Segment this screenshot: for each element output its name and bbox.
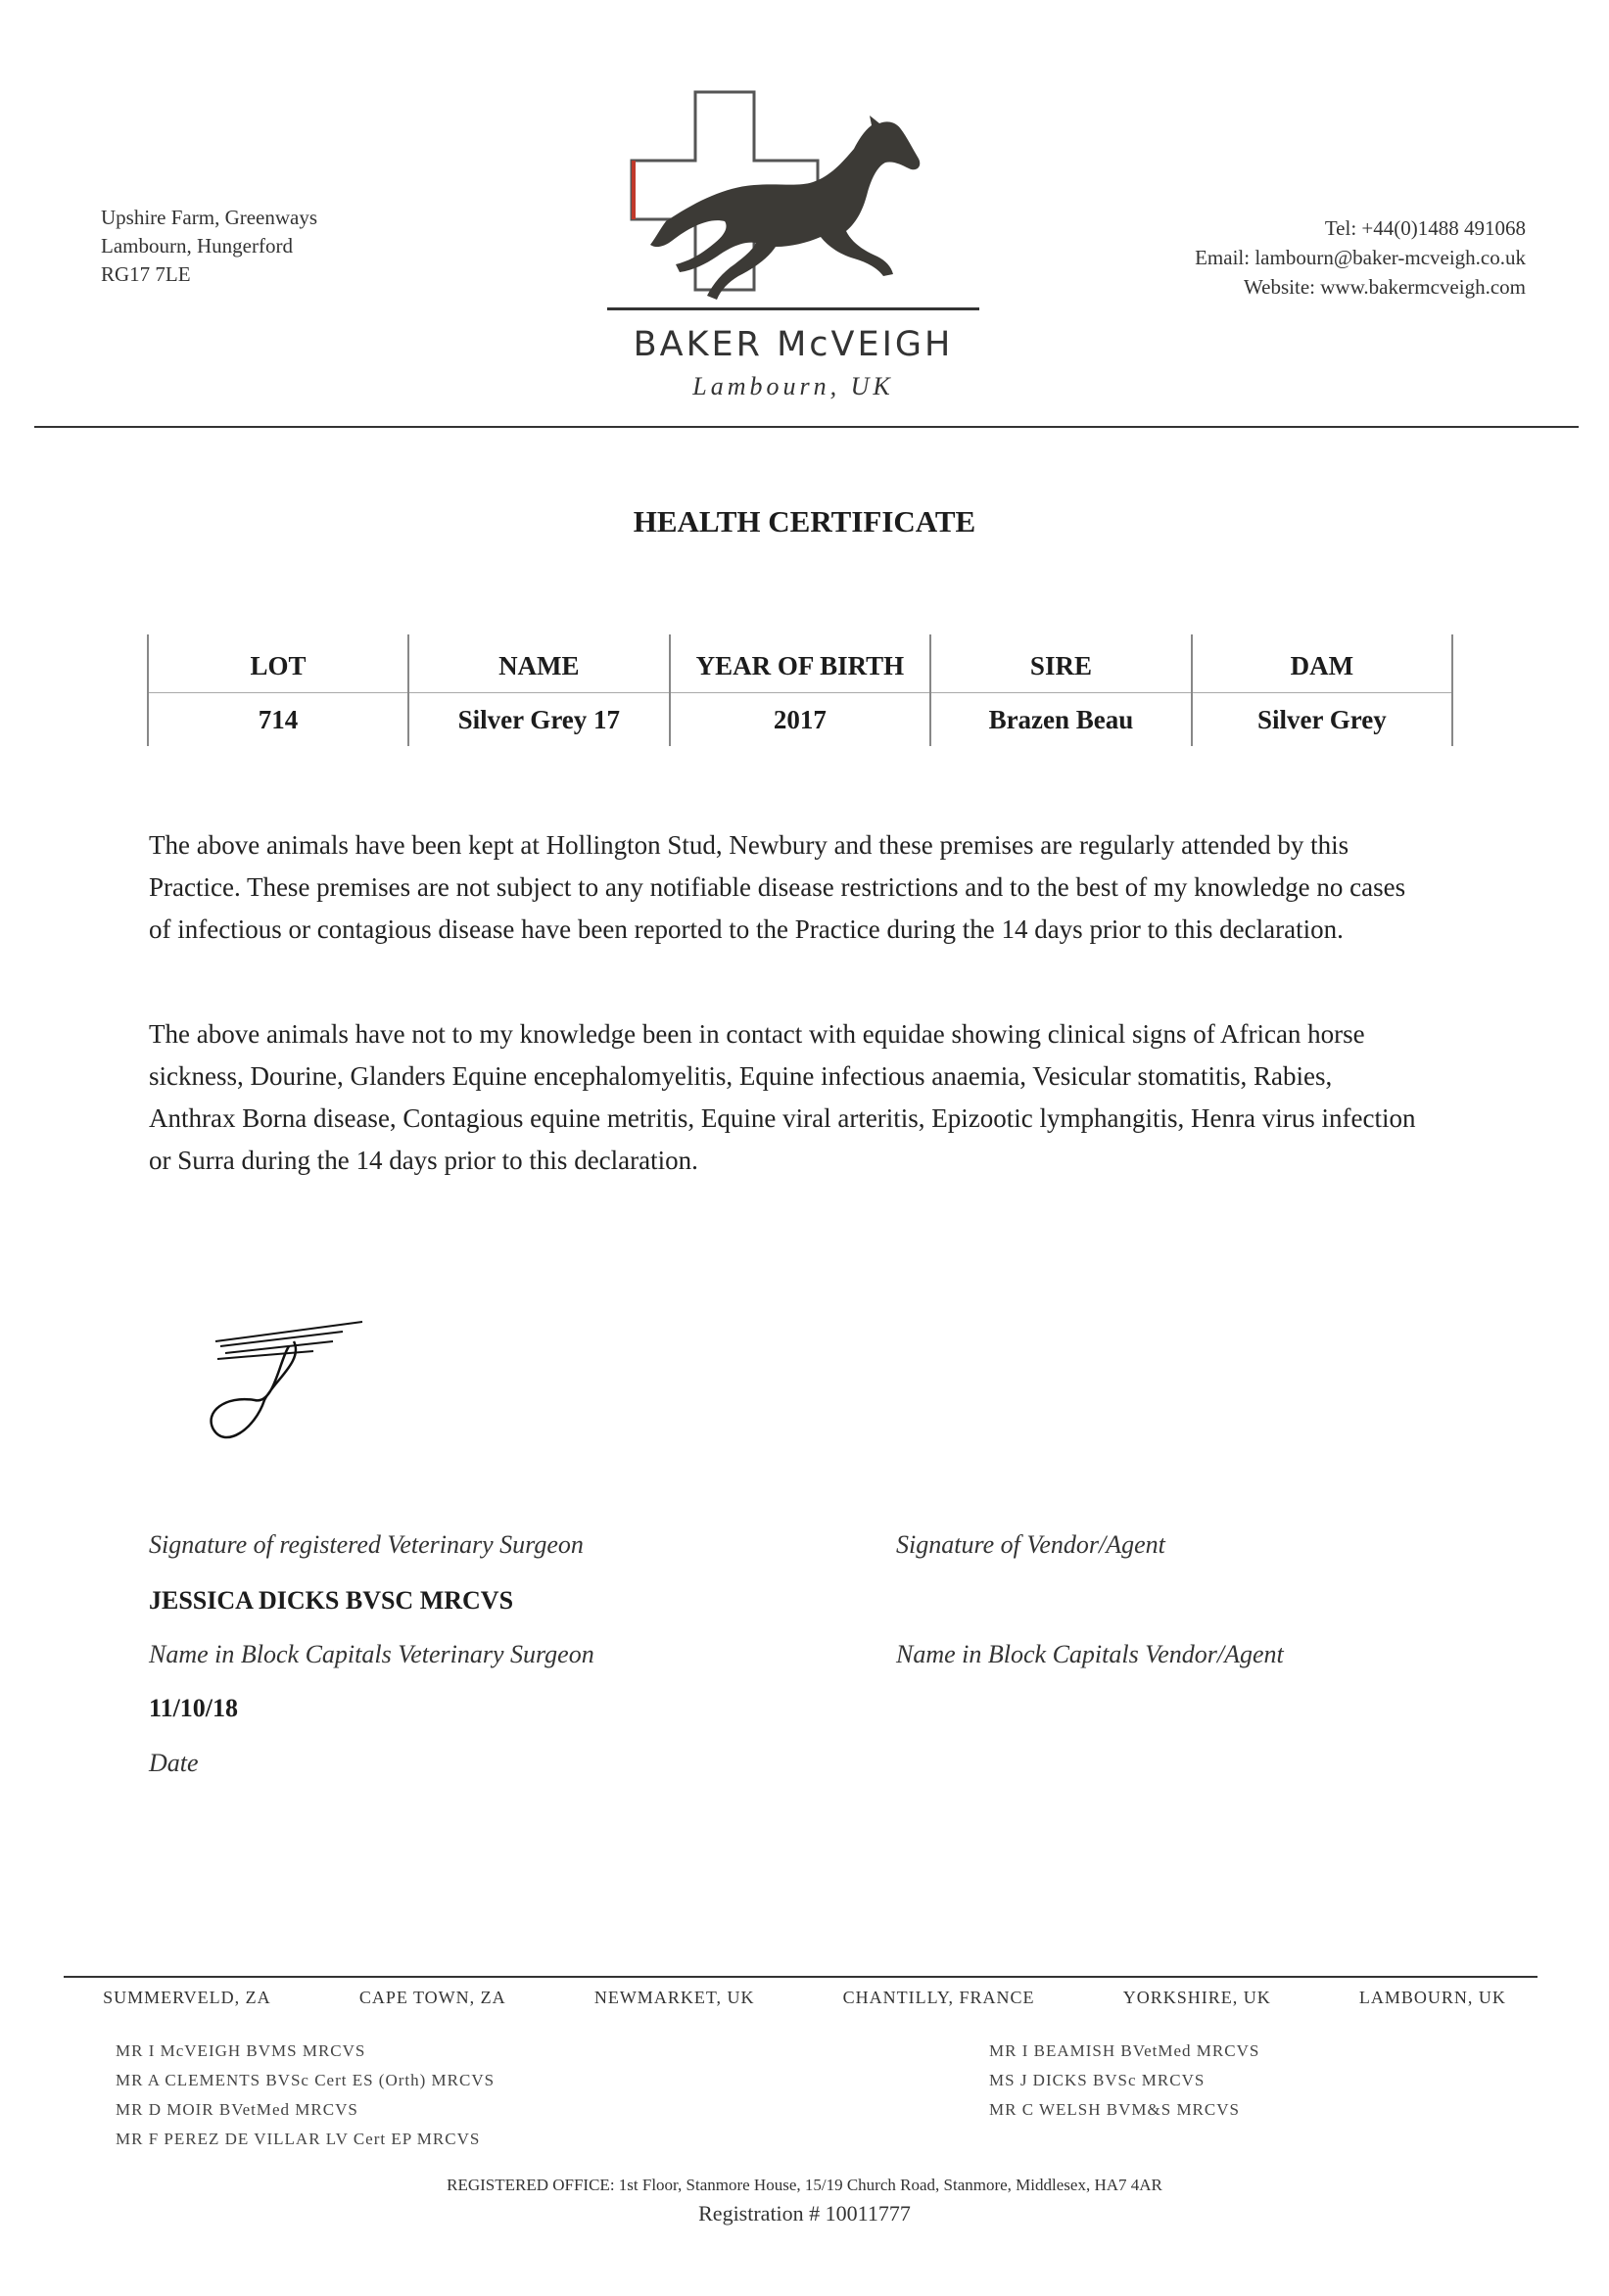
- cell-dam: Silver Grey: [1192, 693, 1452, 747]
- contact-tel: Tel: +44(0)1488 491068: [1324, 216, 1526, 240]
- office-item: CHANTILLY, FRANCE: [842, 1988, 1035, 2007]
- address-line: RG17 7LE: [101, 262, 191, 286]
- cell-lot: 714: [148, 693, 408, 747]
- registration-number: Registration # 10011777: [698, 2201, 911, 2226]
- logo-rule: [607, 307, 979, 310]
- header-sire: SIRE: [930, 634, 1192, 693]
- staff-item: MR I McVEIGH BVMS MRCVS: [116, 2041, 366, 2060]
- contact-website: Website: www.bakermcveigh.com: [1244, 275, 1526, 299]
- contact-email: Email: lambourn@baker-mcveigh.co.uk: [1195, 246, 1526, 269]
- header-name: NAME: [408, 634, 670, 693]
- vet-signature-label: Signature of registered Veterinary Surgeon: [149, 1530, 584, 1559]
- staff-item: MR F PEREZ DE VILLAR LV Cert EP MRCVS: [116, 2130, 481, 2148]
- table-header-row: [148, 634, 1452, 693]
- brand-location: Lambourn, UK: [692, 372, 894, 400]
- footer-divider: [64, 1976, 1538, 1978]
- brand-name: BAKER McVEIGH: [633, 325, 954, 364]
- cross-red-mark: [632, 161, 636, 219]
- cell-year-of-birth: 2017: [670, 693, 931, 747]
- staff-list-left: [116, 2037, 495, 2154]
- galloping-horse-icon: [650, 116, 920, 300]
- header-lot: LOT: [148, 634, 408, 693]
- vet-name-label: Name in Block Capitals Veterinary Surgeon: [149, 1640, 594, 1668]
- office-item: SUMMERVELD, ZA: [103, 1988, 271, 2007]
- vendor-name-label: Name in Block Capitals Vendor/Agent: [896, 1640, 1284, 1668]
- staff-item: MR C WELSH BVM&S MRCVS: [989, 2100, 1240, 2119]
- header-divider: [34, 426, 1579, 428]
- staff-list-right: [989, 2037, 1259, 2125]
- table-row: [148, 693, 1452, 747]
- practice-contact: [1195, 213, 1526, 302]
- date-label: Date: [149, 1749, 199, 1777]
- practice-address: [101, 204, 317, 289]
- vet-signature: [196, 1302, 392, 1449]
- office-item: NEWMARKET, UK: [593, 1988, 755, 2007]
- page-title: HEALTH CERTIFICATE: [633, 504, 976, 539]
- cell-sire: Brazen Beau: [930, 693, 1192, 747]
- vet-name: JESSICA DICKS BVSC MRCVS: [149, 1586, 514, 1615]
- staff-item: MR D MOIR BVetMed MRCVS: [116, 2100, 358, 2119]
- address-line: Upshire Farm, Greenways: [101, 206, 318, 229]
- staff-item: MR A CLEMENTS BVSc Cert ES (Orth) MRCVS: [116, 2071, 496, 2089]
- declaration-paragraph-1: The above animals have been kept at Hollington Stud, Newbury and these premises are regularly attended by this Practice. These premises are not subject to any notifiable disease restrictions and to the best of my knowledge no cases of infectious or contagious disease have been reported to the Practice during the 14 days prior to this declaration.: [149, 830, 1406, 944]
- office-locations: [59, 1988, 1550, 2008]
- signature-date: 11/10/18: [149, 1694, 239, 1722]
- staff-item: MR I BEAMISH BVetMed MRCVS: [989, 2041, 1260, 2060]
- address-line: Lambourn, Hungerford: [101, 234, 293, 258]
- header-dam: DAM: [1192, 634, 1452, 693]
- header-year-of-birth: YEAR OF BIRTH: [670, 634, 931, 693]
- cell-name: Silver Grey 17: [408, 693, 670, 747]
- registered-office: REGISTERED OFFICE: 1st Floor, Stanmore House, 15/19 Church Road, Stanmore, Middlesex, HA7 4AR: [447, 2176, 1162, 2194]
- declaration-paragraph-2: The above animals have not to my knowledge been in contact with equidae showing clinical signs of African horse sickness, Dourine, Glanders Equine encephalomyelitis, Equine infectious anaemia, Vesicular stomatitis, Rabies, Anthrax Borna disease, Contagious equine metritis, Equine viral arteritis, Epizootic lymphangitis, Henra virus infection or Surra during the 14 days prior to this declaration.: [149, 1019, 1416, 1175]
- lot-table: [147, 634, 1453, 746]
- office-item: LAMBOURN, UK: [1358, 1988, 1506, 2007]
- office-item: CAPE TOWN, ZA: [358, 1988, 506, 2007]
- staff-item: MS J DICKS BVSc MRCVS: [989, 2071, 1206, 2089]
- vendor-signature-label: Signature of Vendor/Agent: [896, 1530, 1165, 1559]
- office-item: YORKSHIRE, UK: [1122, 1988, 1271, 2007]
